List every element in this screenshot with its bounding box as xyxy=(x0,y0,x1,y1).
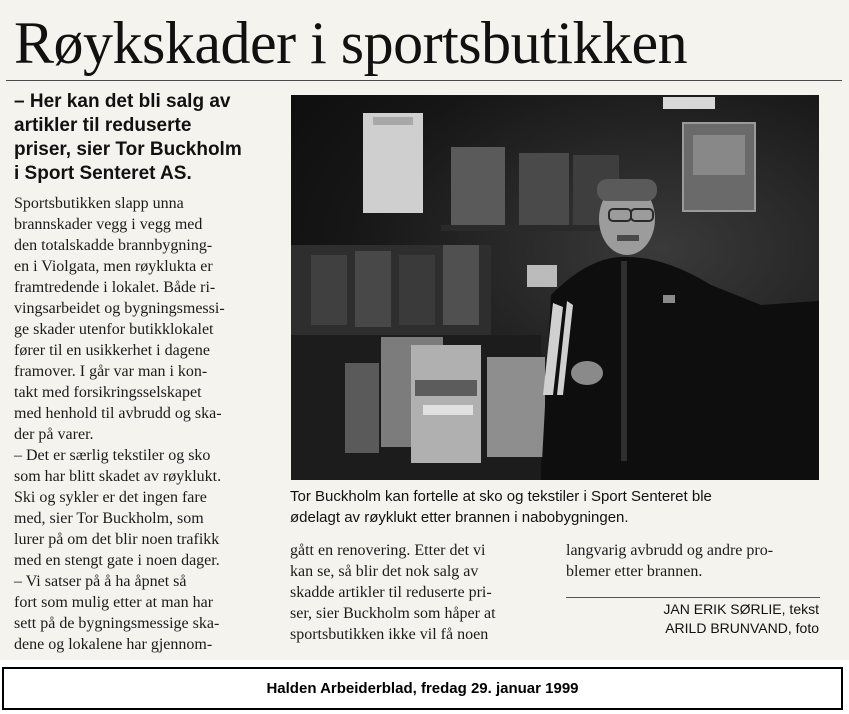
body-line: fort som mulig etter at man har xyxy=(14,594,214,611)
body-line: med henhold til avbrudd og ska- xyxy=(14,405,222,422)
body-line: ser, sier Buckholm som håper at xyxy=(290,605,496,622)
headline-rule xyxy=(6,80,842,81)
byline-rule xyxy=(566,597,820,598)
subheading-line: – Her kan det bli salg av xyxy=(14,91,231,112)
byline-text-author: JAN ERIK SØRLIE, tekst xyxy=(663,601,819,617)
body-line: den totalskadde brannbygning- xyxy=(14,237,213,254)
body-line: fører til en usikkerhet i dagene xyxy=(14,342,210,359)
body-line: vingsarbeidet og bygningsmessi- xyxy=(14,300,225,317)
body-line: som har blitt skadet av røyklukt. xyxy=(14,468,222,485)
article-photo xyxy=(291,95,819,480)
body-line: langvarig avbrudd og andre pro- xyxy=(566,542,774,559)
subheading-line: priser, sier Tor Buckholm xyxy=(14,139,242,160)
body-line: med, sier Tor Buckholm, som xyxy=(14,510,204,527)
article-subheading xyxy=(14,90,286,186)
body-line: brannskader vegg i vegg med xyxy=(14,216,203,233)
body-line: ge skader utenfor butikklokalet xyxy=(14,321,214,338)
body-line: med en stengt gate i noen dager. xyxy=(14,552,220,569)
body-line: en i Violgata, men røyklukta er xyxy=(14,258,213,275)
body-line: dene og lokalene har gjennom- xyxy=(14,636,213,653)
body-line: der på varer. xyxy=(14,426,94,443)
photo-caption xyxy=(290,486,830,528)
body-line: sportsbutikken ikke vil få noen xyxy=(290,626,489,643)
body-line: framover. I går var man i kon- xyxy=(14,363,208,380)
article-headline: Røykskader i sportsbutikken xyxy=(14,10,688,76)
body-line: kan se, så blir det nok salg av xyxy=(290,563,479,580)
body-line: blemer etter brannen. xyxy=(566,563,703,580)
article-column-2 xyxy=(290,540,552,645)
body-line: sett på de bygningsmessige ska- xyxy=(14,615,220,632)
body-line: skadde artikler til reduserte pri- xyxy=(290,584,492,601)
caption-line: Tor Buckholm kan fortelle at sko og tekstiler i Sport Senteret ble xyxy=(290,488,712,505)
caption-line: ødelagt av røyklukt etter brannen i nabobygningen. xyxy=(290,509,629,526)
body-line: Sportsbutikken slapp unna xyxy=(14,195,184,212)
source-citation: Halden Arbeiderblad, fredag 29. januar 1999 xyxy=(266,680,579,697)
subheading-line: i Sport Senteret AS. xyxy=(14,163,192,184)
body-line: takt med forsikringsselskapet xyxy=(14,384,202,401)
body-line: – Det er særlig tekstiler og sko xyxy=(14,447,211,464)
body-line: – Vi satser på å ha åpnet så xyxy=(14,573,187,590)
body-line: framtredende i lokalet. Både ri- xyxy=(14,279,216,296)
byline-photo-author: ARILD BRUNVAND, foto xyxy=(665,620,819,636)
subheading-line: artikler til reduserte xyxy=(14,115,192,136)
source-citation-box xyxy=(2,667,843,710)
body-line: gått en renovering. Etter det vi xyxy=(290,542,486,559)
body-line: Ski og sykler er det ingen fare xyxy=(14,489,207,506)
body-line: lurer på om det blir noen trafikk xyxy=(14,531,220,548)
article-column-3 xyxy=(566,540,826,582)
article-column-1 xyxy=(14,193,284,655)
